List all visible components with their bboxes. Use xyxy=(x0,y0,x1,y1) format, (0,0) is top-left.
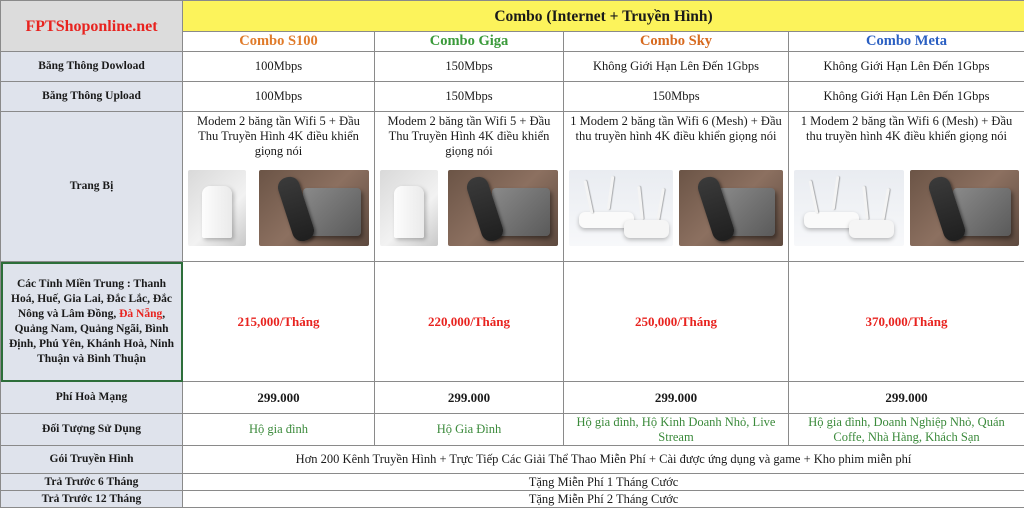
row-label-download: Băng Thông Dowload xyxy=(1,52,183,82)
region-highlight: Đà Nẵng xyxy=(119,308,162,320)
equipment-meta xyxy=(789,112,1024,262)
price-sky: 250,000/Tháng xyxy=(564,262,789,382)
equipment-text: 1 Modem 2 băng tần Wifi 6 (Mesh) + Đầu thu truyền hình 4K điều khiển giọng nói xyxy=(792,114,1021,162)
audience-sky: Hộ gia đình, Hộ Kinh Doanh Nhỏ, Live Stream xyxy=(564,414,789,446)
audience-meta: Hộ gia đình, Doanh Nghiệp Nhỏ, Quán Coffe, Nhà Hàng, Khách Sạn xyxy=(789,414,1024,446)
download-meta: Không Giới Hạn Lên Đến 1Gbps xyxy=(789,52,1024,82)
row-label-equipment: Trang Bị xyxy=(1,112,183,262)
download-row xyxy=(1,52,1024,82)
install-fee-giga: 299.000 xyxy=(375,382,564,414)
equipment-text: Modem 2 băng tần Wifi 5 + Đầu Thu Truyền Hình 4K điều khiển giọng nói xyxy=(186,114,371,162)
equipment-sky xyxy=(564,112,789,262)
prepay-6-value: Tặng Miễn Phí 1 Tháng Cước xyxy=(183,474,1024,491)
download-s100: 100Mbps xyxy=(183,52,375,82)
equipment-s100 xyxy=(183,112,375,262)
upload-s100: 100Mbps xyxy=(183,82,375,112)
install-fee-s100: 299.000 xyxy=(183,382,375,414)
download-sky: Không Giới Hạn Lên Đến 1Gbps xyxy=(564,52,789,82)
tv-box-remote-image xyxy=(448,170,558,246)
tv-box-remote-image xyxy=(679,170,783,246)
plan-name-sky: Combo Sky xyxy=(564,32,789,52)
equipment-text: 1 Modem 2 băng tần Wifi 6 (Mesh) + Đầu thu truyền hình 4K điều khiển giọng nói xyxy=(567,114,785,162)
tv-package-row xyxy=(1,446,1024,474)
price-giga: 220,000/Tháng xyxy=(375,262,564,382)
row-label-upload: Băng Thông Upload xyxy=(1,82,183,112)
mesh-modem-image xyxy=(569,170,673,246)
upload-row xyxy=(1,82,1024,112)
modem-wifi5-image xyxy=(380,170,438,246)
install-fee-sky: 299.000 xyxy=(564,382,789,414)
row-label-prepay-12: Trả Trước 12 Tháng xyxy=(1,491,183,508)
plan-name-meta: Combo Meta xyxy=(789,32,1024,52)
upload-giga: 150Mbps xyxy=(375,82,564,112)
upload-meta: Không Giới Hạn Lên Đến 1Gbps xyxy=(789,82,1024,112)
region-text-part2: , Quảng Nam, Quảng Ngãi, Bình Định, Phú Yên, Khánh Hoà, Ninh Thuận và Bình Thuận xyxy=(9,308,174,365)
prepay-6-row xyxy=(1,474,1024,491)
audience-s100: Hộ gia đình xyxy=(183,414,375,446)
price-meta: 370,000/Tháng xyxy=(789,262,1024,382)
prepay-12-value: Tặng Miễn Phí 2 Tháng Cước xyxy=(183,491,1024,508)
install-fee-row xyxy=(1,382,1024,414)
upload-sky: 150Mbps xyxy=(564,82,789,112)
price-s100: 215,000/Tháng xyxy=(183,262,375,382)
mesh-modem-image xyxy=(794,170,904,246)
brand-logo-text[interactable]: FPTShoponline.net xyxy=(1,1,183,52)
equipment-text: Modem 2 băng tần Wifi 5 + Đầu Thu Truyền Hình 4K điều khiển giọng nói xyxy=(378,114,560,162)
modem-wifi5-image xyxy=(188,170,246,246)
tv-box-remote-image xyxy=(910,170,1020,246)
table-title: Combo (Internet + Truyền Hình) xyxy=(183,1,1024,32)
row-label-region[interactable] xyxy=(1,262,183,382)
row-label-tv-package: Gói Truyền Hình xyxy=(1,446,183,474)
prepay-12-row xyxy=(1,491,1024,508)
plan-name-giga: Combo Giga xyxy=(375,32,564,52)
equipment-giga xyxy=(375,112,564,262)
download-giga: 150Mbps xyxy=(375,52,564,82)
tv-package-value: Hơn 200 Kênh Truyền Hình + Trực Tiếp Các Giải Thể Thao Miễn Phí + Cài được ứng dụng và game + Kho phim miễn phí xyxy=(183,446,1024,474)
audience-giga: Hộ Gia Đình xyxy=(375,414,564,446)
tv-box-remote-image xyxy=(259,170,369,246)
install-fee-meta: 299.000 xyxy=(789,382,1024,414)
price-row xyxy=(1,262,1024,382)
row-label-audience: Đối Tượng Sử Dụng xyxy=(1,414,183,446)
row-label-prepay-6: Trả Trước 6 Tháng xyxy=(1,474,183,491)
row-label-install-fee: Phí Hoà Mạng xyxy=(1,382,183,414)
audience-row xyxy=(1,414,1024,446)
plan-name-s100: Combo S100 xyxy=(183,32,375,52)
region-text-part1: Các Tỉnh Miền Trung : Thanh Hoá, Huế, Gia Lai, Đắc Lắc, Đắc Nông và Lâm Đồng, xyxy=(11,278,172,320)
equipment-row xyxy=(1,112,1024,262)
